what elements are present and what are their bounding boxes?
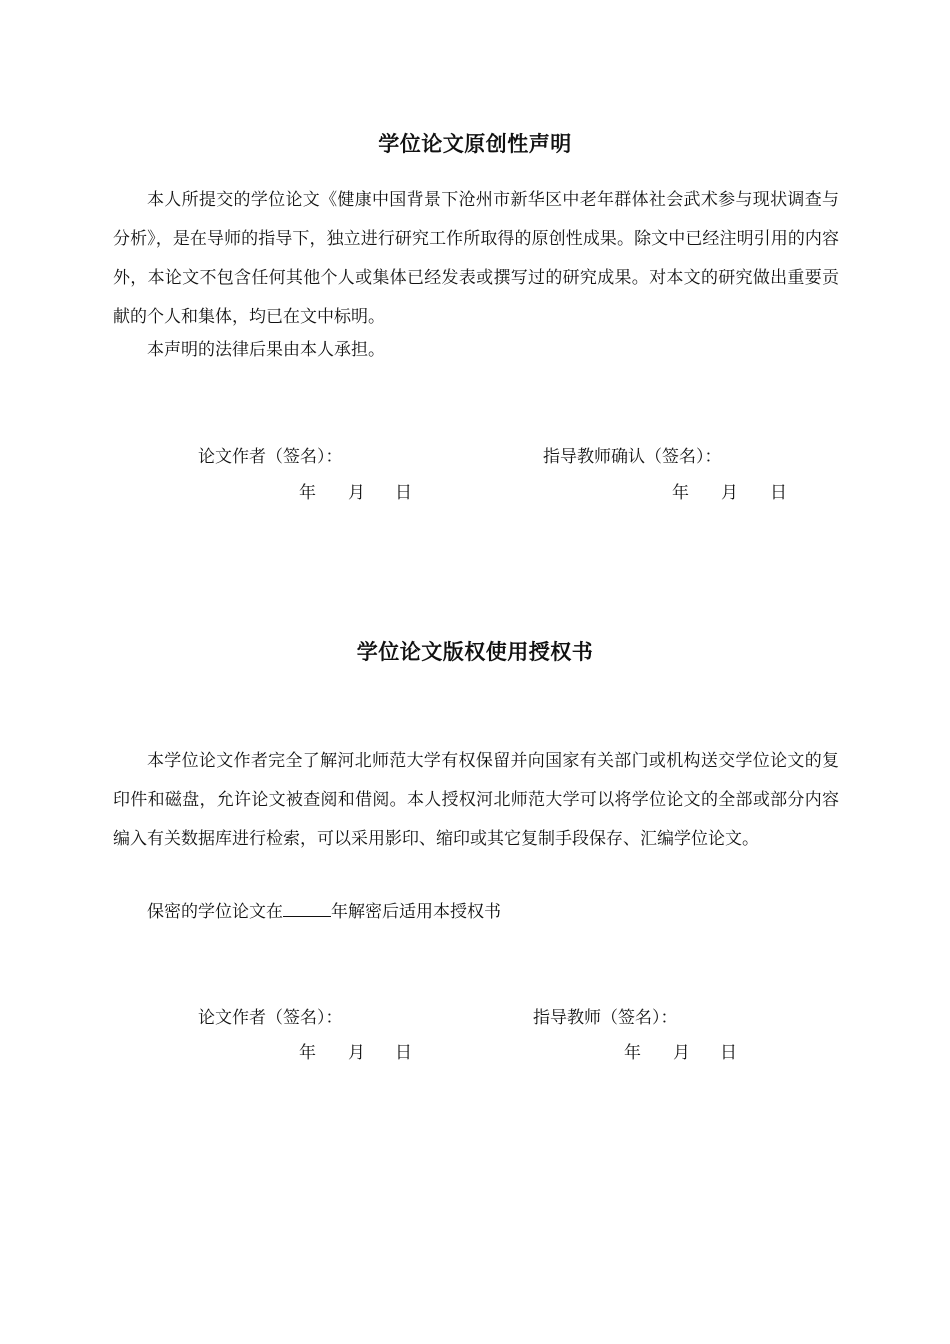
authorization-advisor-date <box>624 1042 737 1064</box>
authorization-author-date <box>299 1042 412 1064</box>
secrecy-years-blank <box>283 900 331 917</box>
date-month-label: 月 <box>673 1043 690 1063</box>
declaration-title: 学位论文原创性声明 <box>378 132 572 156</box>
date-day-label: 日 <box>395 1043 412 1063</box>
date-year-label: 年 <box>299 483 316 503</box>
date-month-label: 月 <box>721 483 738 503</box>
date-year-label: 年 <box>624 1043 641 1063</box>
authorization-title: 学位论文版权使用授权书 <box>356 640 594 664</box>
date-month-label: 月 <box>348 483 365 503</box>
authorization-author-signature-label: 论文作者（签名）： <box>198 1008 343 1028</box>
secrecy-suffix: 年解密后适用本授权书 <box>331 902 501 922</box>
secrecy-prefix: 保密的学位论文在 <box>147 902 283 922</box>
declaration-liability-statement: 本声明的法律后果由本人承担。 <box>147 340 385 360</box>
declaration-author-signature-label: 论文作者（签名）： <box>198 447 343 467</box>
authorization-paragraph: 本学位论文作者完全了解河北师范大学有权保留并向国家有关部门或机构送交学位论文的复印件和磁盘，允许论文被查阅和借阅。本人授权河北师范大学可以将学位论文的全部或部分内容编入有关数据库进行检索，可以采用影印、缩印或其它复制手段保存、汇编学位论文。 <box>113 751 839 849</box>
date-day-label: 日 <box>770 483 787 503</box>
date-day-label: 日 <box>720 1043 737 1063</box>
authorization-secrecy-statement <box>147 900 501 923</box>
date-month-label: 月 <box>348 1043 365 1063</box>
date-year-label: 年 <box>672 483 689 503</box>
declaration-author-date <box>299 482 412 504</box>
date-year-label: 年 <box>299 1043 316 1063</box>
declaration-advisor-date <box>672 482 787 504</box>
declaration-advisor-signature-label: 指导教师确认（签名）： <box>543 447 722 467</box>
authorization-advisor-signature-label: 指导教师（签名）： <box>533 1008 678 1028</box>
date-day-label: 日 <box>395 483 412 503</box>
declaration-paragraph: 本人所提交的学位论文《健康中国背景下沧州市新华区中老年群体社会武术参与现状调查与分析》，是在导师的指导下，独立进行研究工作所取得的原创性成果。除文中已经注明引用的内容外，本论文不包含任何其他个人或集体已经发表或撰写过的研究成果。对本文的研究做出重要贡献的个人和集体，均已在文中标明。 <box>113 190 839 327</box>
